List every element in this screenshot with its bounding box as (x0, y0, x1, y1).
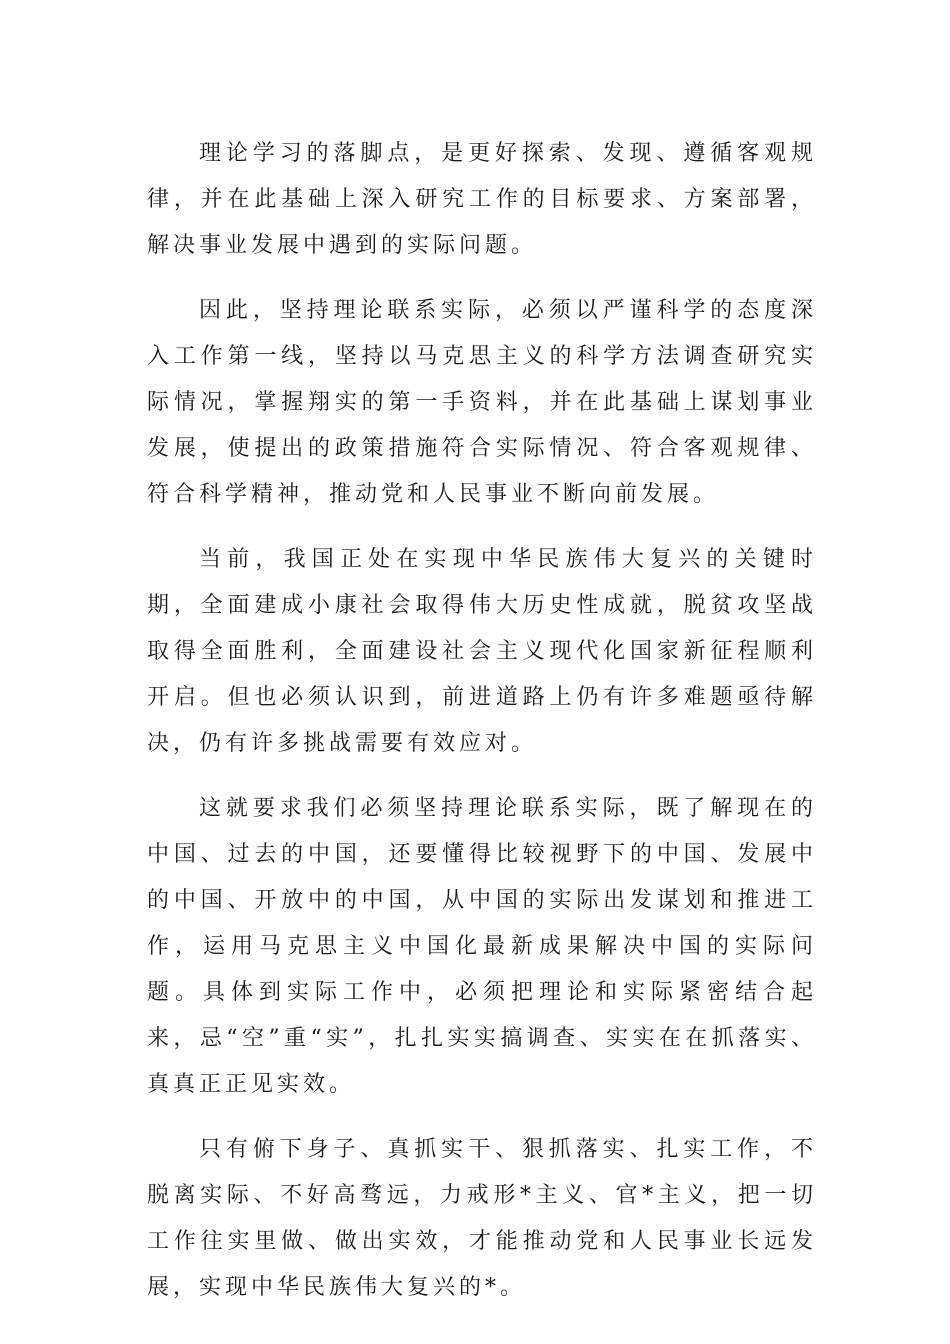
paragraph-4: 这就要求我们必须坚持理论联系实际，既了解现在的中国、过去的中国，还要懂得比较视野下的中国、发展中的中国、开放中的中国，从中国的实际出发谋划和推进工作，运用马克思主义中国化最新成果解决中国的实际问题。具体到实际工作中，必须把理论和实际紧密结合起来，忌“空”重“实”，扎扎实实搞调查、实实在在抓落实、真真正正见实效。 (147, 796, 817, 1097)
paragraph-3: 当前，我国正处在实现中华民族伟大复兴的关键时期，全面建成小康社会取得伟大历史性成就，脱贫攻坚战取得全面胜利，全面建设社会主义现代化国家新征程顺利开启。但也必须认识到，前进道路上仍有许多难题亟待解决，仍有许多挑战需要有效应对。 (147, 547, 817, 756)
paragraph-1: 理论学习的落脚点，是更好探索、发现、遵循客观规律，并在此基础上深入研究工作的目标要求、方案部署，解决事业发展中遇到的实际问题。 (147, 141, 817, 258)
paragraph-5: 只有俯下身子、真抓实干、狠抓落实、扎实工作，不脱离实际、不好高骛远，力戒形*主义、官*主义，把一切工作往实里做、做出实效，才能推动党和人民事业长远发展，实现中华民族伟大复兴的*。 (147, 1137, 817, 1300)
document-body (147, 131, 817, 1330)
paragraph-2: 因此，坚持理论联系实际，必须以严谨科学的态度深入工作第一线，坚持以马克思主义的科学方法调查研究实际情况，掌握翔实的第一手资料，并在此基础上谋划事业发展，使提出的政策措施符合实际情况、符合客观规律、符合科学精神，推动党和人民事业不断向前发展。 (147, 298, 817, 507)
